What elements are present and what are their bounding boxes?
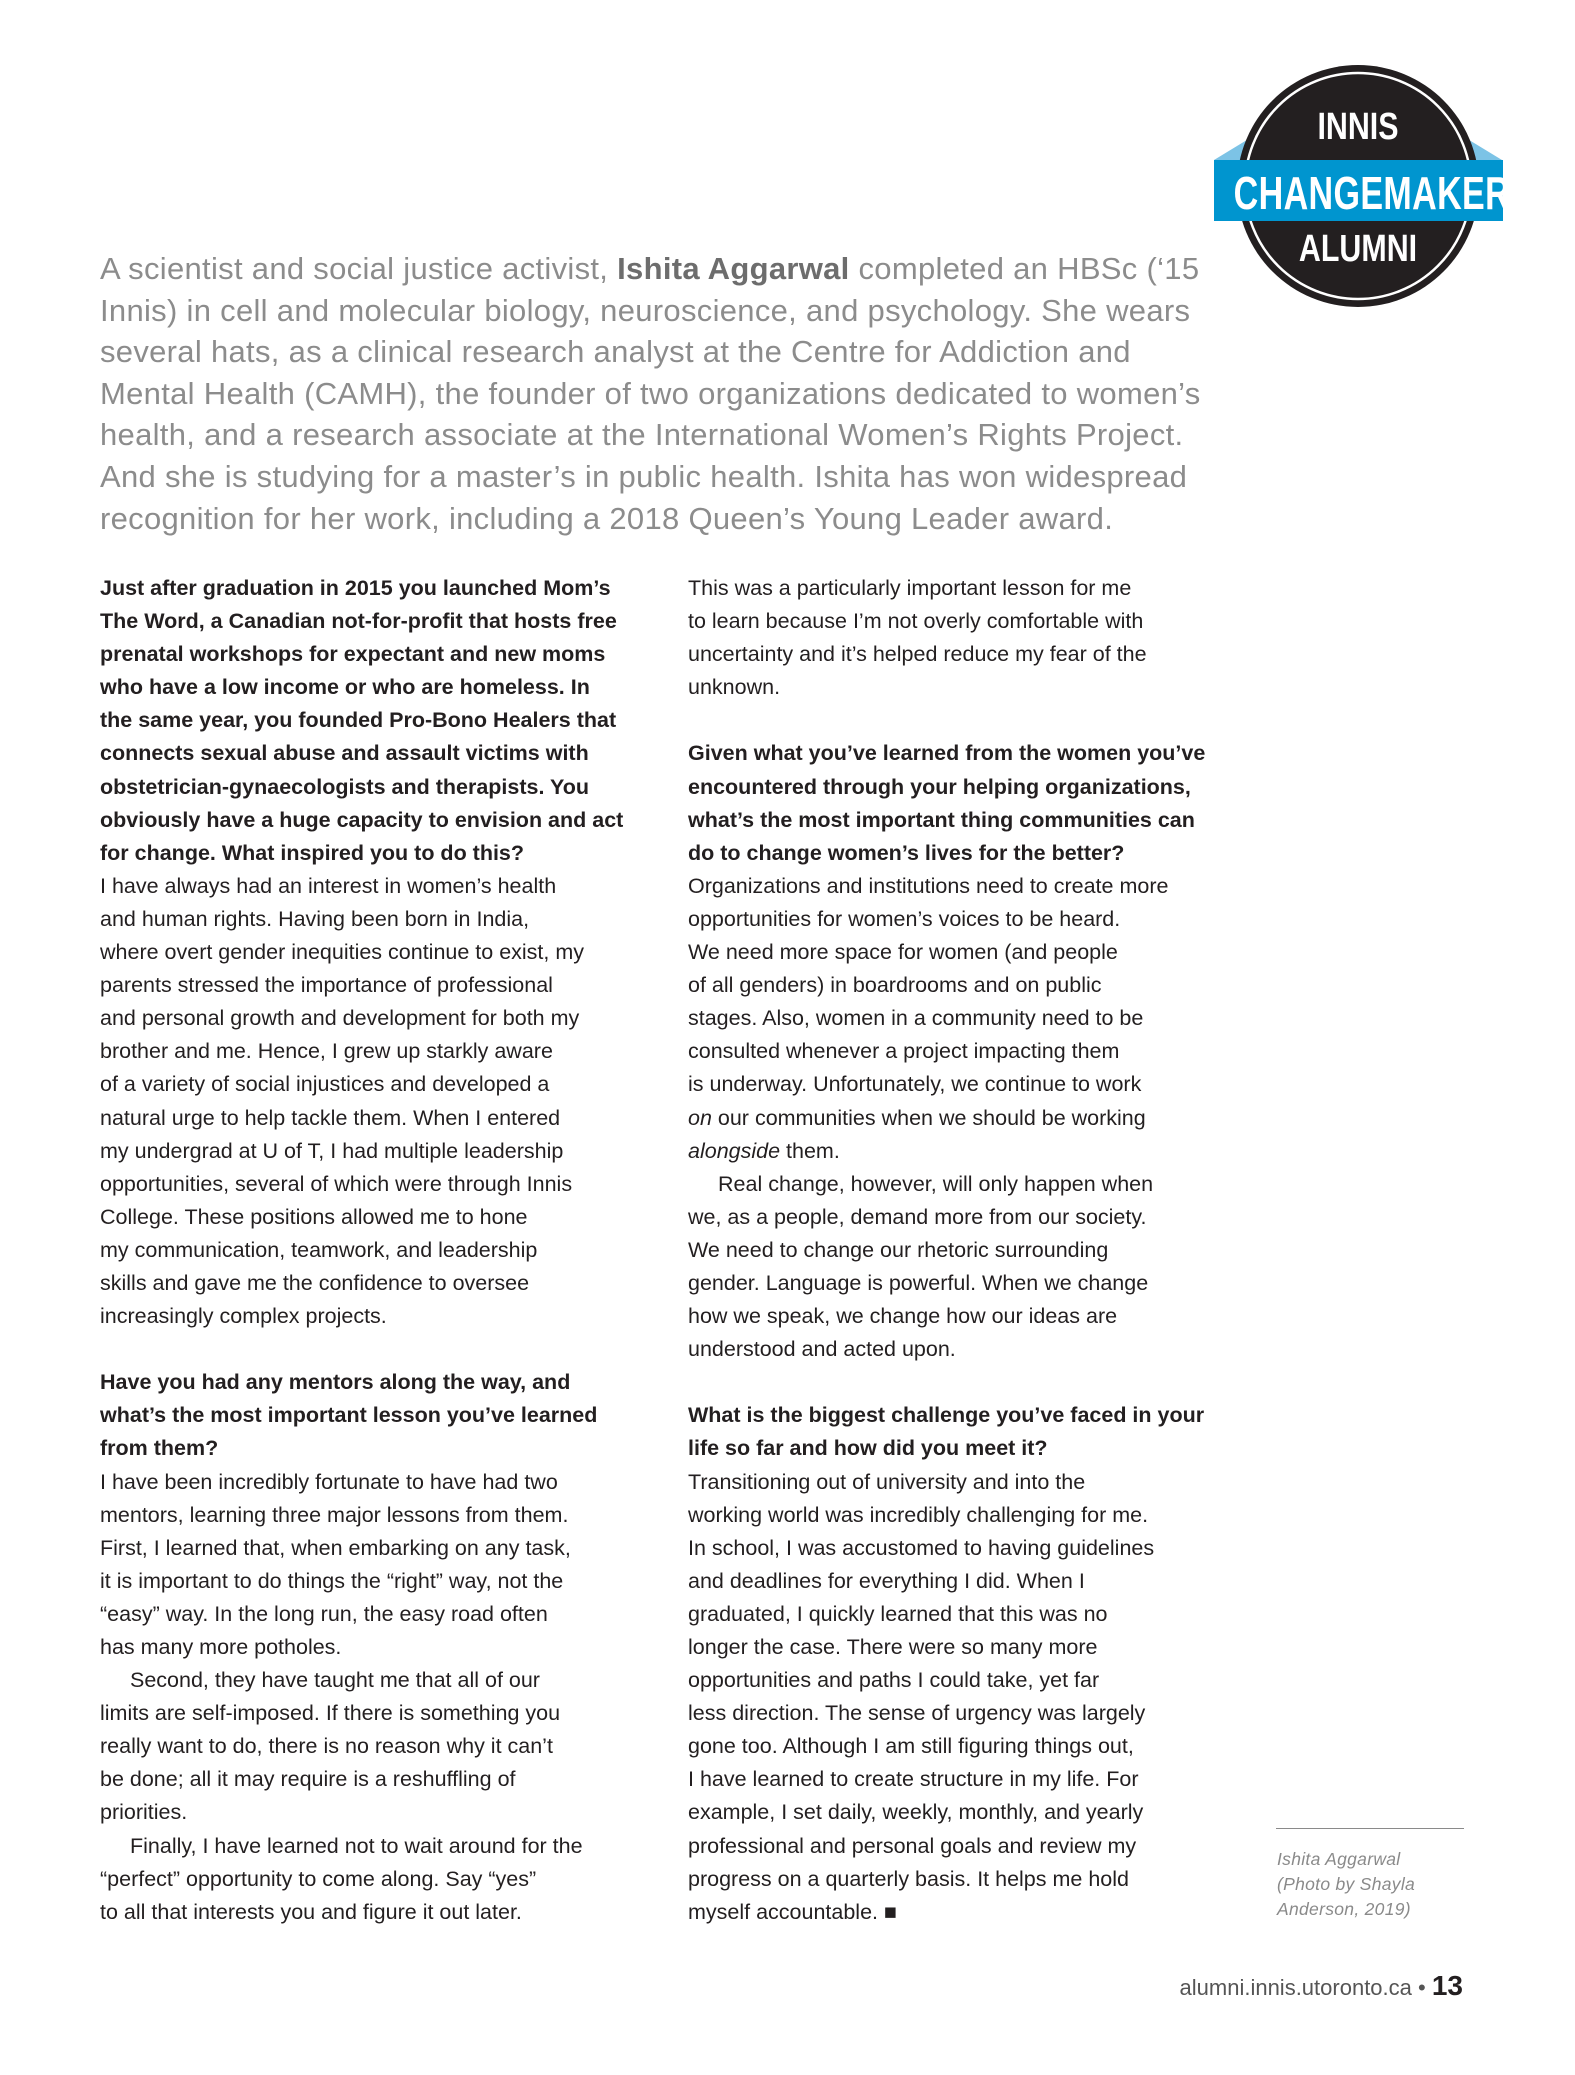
interview-answer-line (100, 936, 660, 969)
line-text: and personal growth and development for both my (100, 1006, 580, 1031)
line-text: natural urge to help tackle them. When I entered (100, 1105, 561, 1130)
line-text: has many more potholes. (100, 1635, 342, 1659)
line-text: example, I set daily, weekly, monthly, and yearly (688, 1800, 1144, 1825)
interview-answer-line (100, 1168, 660, 1201)
line-text: limits are self-imposed. If there is something you (100, 1701, 561, 1726)
line-text: understood and acted upon. (688, 1337, 956, 1362)
intro-line (100, 290, 1230, 332)
line-text: In school, I was accustomed to having guidelines (688, 1535, 1155, 1560)
caption-line: Anderson, 2019) (1277, 1899, 1411, 1919)
intro-text: several hats, as a clinical research analyst at the Centre for Addiction and (100, 334, 1131, 370)
interview-answer-line (688, 870, 1248, 903)
interview-answer-line (688, 1763, 1248, 1796)
line-text: gender. Language is powerful. When we change (688, 1270, 1149, 1295)
interview-question-line (100, 572, 660, 605)
badge-top-text: INNIS (1317, 106, 1399, 148)
intro-line (100, 248, 1230, 290)
emphasis-text: on (688, 1105, 712, 1130)
paragraph-spacer (688, 1366, 1248, 1399)
interview-answer-line (688, 1598, 1248, 1631)
line-text: it is important to do things the “right” way, not the (100, 1568, 564, 1593)
interview-question-line (688, 737, 1248, 770)
interview-answer-line (688, 1201, 1248, 1234)
page-number: 13 (1431, 1970, 1463, 2001)
line-text: prenatal workshops for expectant and new moms (100, 642, 606, 667)
interview-answer-line (100, 1763, 660, 1796)
line-text: longer the case. There were so many more (688, 1635, 1098, 1659)
line-text: be done; all it may require is a reshuffling of (100, 1767, 516, 1792)
interview-answer-line (688, 1267, 1248, 1300)
interview-question-line (100, 605, 660, 638)
line-text: consulted whenever a project impacting them (688, 1039, 1120, 1064)
interview-answer-line (100, 1631, 660, 1664)
interview-question-line (100, 771, 660, 804)
line-text: really want to do, there is no reason why it can’t (100, 1734, 553, 1759)
interview-question-line (688, 771, 1248, 804)
line-text: priorities. (100, 1800, 188, 1825)
line-text: The Word, a Canadian not-for-profit that hosts free (100, 609, 617, 634)
interview-answer-line (688, 1135, 1248, 1168)
line-text: Real change, however, will only happen when (718, 1171, 1154, 1196)
interview-answer-line (688, 1863, 1248, 1896)
interview-answer-line (688, 1796, 1248, 1829)
line-text: First, I learned that, when embarking on any task, (100, 1535, 571, 1560)
line-text: Second, they have taught me that all of our (130, 1668, 540, 1693)
interview-answer-line (100, 870, 660, 903)
line-text: who have a low income or who are homeless. In (100, 675, 590, 700)
intro-text: Mental Health (CAMH), the founder of two organizations dedicated to women’s (100, 375, 1201, 411)
interview-answer-line (100, 1068, 660, 1101)
interview-answer-line (100, 1267, 660, 1300)
line-text: where overt gender inequities continue to exist, my (100, 940, 585, 965)
line-text: “easy” way. In the long run, the easy road often (100, 1601, 548, 1626)
line-text: life so far and how did you meet it? (688, 1436, 1048, 1461)
line-text: This was a particularly important lesson for me (688, 576, 1132, 600)
intro-line (100, 498, 1230, 540)
interview-answer-line (688, 1830, 1248, 1863)
subject-name: Ishita Aggarwal (617, 251, 850, 286)
badge-bottom-text: ALUMNI (1298, 228, 1418, 270)
interview-answer-line (688, 1002, 1248, 1035)
line-text: is underway. Unfortunately, we continue to work (688, 1072, 1142, 1097)
line-text: obstetrician-gynaecologists and therapists. You (100, 774, 590, 799)
interview-answer-line (100, 1565, 660, 1598)
line-text: how we speak, we change how our ideas are (688, 1304, 1118, 1329)
interview-answer-line (688, 936, 1248, 969)
interview-answer-line (688, 1730, 1248, 1763)
footer-url[interactable]: alumni.innis.utoronto.ca (1179, 1975, 1412, 2000)
line-text: my communication, teamwork, and leadership (100, 1237, 538, 1262)
line-text: opportunities, several of which were through Innis (100, 1171, 573, 1196)
interview-answer-line (688, 1333, 1248, 1366)
interview-answer-line (688, 572, 1248, 605)
line-text: We need more space for women (and people (688, 940, 1118, 965)
line-text: I have learned to create structure in my life. For (688, 1767, 1139, 1792)
line-text: what’s the most important lesson you’ve learned (100, 1403, 598, 1428)
intro-text: recognition for her work, including a 2018 Queen’s Young Leader award. (100, 500, 1114, 536)
interview-answer-line (688, 969, 1248, 1002)
interview-answer-line (100, 1532, 660, 1565)
interview-column-left (100, 572, 660, 1929)
line-text: working world was incredibly challenging for me. (688, 1502, 1149, 1527)
interview-answer-line (688, 1168, 1248, 1201)
interview-answer-line (100, 1863, 660, 1896)
line-text: gone too. Although I am still figuring things out, (688, 1734, 1134, 1759)
interview-answer-line (688, 671, 1248, 704)
interview-answer-line (688, 1466, 1248, 1499)
line-text: encountered through your helping organizations, (688, 774, 1191, 799)
line-text: Transitioning out of university and into the (688, 1469, 1086, 1494)
line-text: opportunities for women’s voices to be heard. (688, 906, 1121, 931)
caption-line: (Photo by Shayla (1277, 1874, 1416, 1894)
line-text: them. (780, 1138, 840, 1163)
line-text: parents stressed the importance of professional (100, 973, 553, 998)
line-text: we, as a people, demand more from our society. (688, 1204, 1147, 1229)
innis-changemakers-alumni-badge (1210, 60, 1534, 310)
intro-line (100, 414, 1230, 456)
line-text: Organizations and institutions need to create more (688, 873, 1169, 898)
interview-answer-line (100, 1300, 660, 1333)
interview-question-line (100, 638, 660, 671)
interview-question-line (100, 1399, 660, 1432)
interview-answer-line (100, 903, 660, 936)
interview-answer-line (688, 1499, 1248, 1532)
intro-line (100, 331, 1230, 373)
intro-paragraph (100, 248, 1230, 539)
line-text: myself accountable. ■ (688, 1899, 897, 1924)
line-text: progress on a quarterly basis. It helps me hold (688, 1866, 1129, 1891)
line-text: to all that interests you and figure it out later. (100, 1899, 522, 1924)
interview-answer-line (688, 1102, 1248, 1135)
line-text: my undergrad at U of T, I had multiple leadership (100, 1138, 564, 1163)
line-text: and human rights. Having been born in India, (100, 906, 530, 931)
line-text: and deadlines for everything I did. When I (688, 1568, 1085, 1593)
line-text: from them? (100, 1436, 219, 1461)
line-text: Finally, I have learned not to wait around for the (130, 1833, 583, 1858)
line-text: unknown. (688, 675, 781, 700)
line-text: Just after graduation in 2015 you launched Mom’s (100, 576, 611, 600)
interview-answer-line (100, 1102, 660, 1135)
intro-text: completed an HBSc (‘15 (849, 251, 1200, 286)
line-text: I have always had an interest in women’s health (100, 873, 557, 898)
interview-answer-line (688, 1234, 1248, 1267)
line-text: stages. Also, women in a community need to be (688, 1006, 1144, 1031)
interview-answer-line (100, 1499, 660, 1532)
line-text: to learn because I’m not overly comfortable with (688, 609, 1144, 634)
line-text: our communities when we should be working (711, 1105, 1146, 1130)
interview-answer-line (688, 1896, 1248, 1929)
emphasis-text: alongside (688, 1138, 781, 1163)
line-text: What is the biggest challenge you’ve faced in your (688, 1403, 1205, 1428)
interview-answer-line (688, 1068, 1248, 1101)
interview-answer-line (100, 969, 660, 1002)
interview-question-line (100, 837, 660, 870)
badge-middle-text: CHANGEMAKERS (1233, 167, 1534, 219)
line-text: what’s the most important thing communities can (688, 807, 1195, 832)
interview-answer-line (100, 1201, 660, 1234)
interview-answer-line (100, 1466, 660, 1499)
line-text: professional and personal goals and review my (688, 1833, 1137, 1858)
intro-line (100, 456, 1230, 498)
interview-answer-line (688, 1035, 1248, 1068)
interview-answer-line (100, 1697, 660, 1730)
line-text: obviously have a huge capacity to envision and act (100, 807, 624, 832)
paragraph-spacer (100, 1333, 660, 1366)
line-text: We need to change our rhetoric surrounding (688, 1237, 1109, 1262)
interview-answer-line (688, 605, 1248, 638)
intro-text: Innis) in cell and molecular biology, neuroscience, and psychology. She wears (100, 292, 1191, 328)
interview-question-line (688, 837, 1248, 870)
line-text: Have you had any mentors along the way, and (100, 1370, 571, 1395)
interview-question-line (100, 804, 660, 837)
interview-answer-line (100, 1830, 660, 1863)
interview-question-line (688, 804, 1248, 837)
line-text: the same year, you founded Pro-Bono Healers that (100, 708, 617, 733)
line-text: mentors, learning three major lessons from them. (100, 1502, 569, 1527)
line-text: less direction. The sense of urgency was largely (688, 1701, 1146, 1726)
line-text: College. These positions allowed me to hone (100, 1204, 528, 1229)
interview-question-line (100, 737, 660, 770)
line-text: Given what you’ve learned from the women you’ve (688, 741, 1206, 766)
interview-answer-line (688, 1631, 1248, 1664)
caption-divider (1276, 1828, 1464, 1829)
intro-line (100, 373, 1230, 415)
caption-line: Ishita Aggarwal (1277, 1849, 1401, 1869)
paragraph-spacer (688, 704, 1248, 737)
line-text: skills and gave me the confidence to oversee (100, 1270, 530, 1295)
interview-answer-line (100, 1664, 660, 1697)
footer-separator: • (1418, 1975, 1426, 2000)
line-text: of all genders) in boardrooms and on public (688, 973, 1102, 998)
interview-answer-line (100, 1796, 660, 1829)
intro-text: And she is studying for a master’s in public health. Ishita has won widespread (100, 458, 1188, 494)
line-text: of a variety of social injustices and developed a (100, 1072, 550, 1097)
interview-answer-line (100, 1730, 660, 1763)
interview-answer-line (688, 1565, 1248, 1598)
interview-question-line (688, 1399, 1248, 1432)
line-text: for change. What inspired you to do this? (100, 840, 525, 865)
line-text: “perfect” opportunity to come along. Say “yes” (100, 1866, 537, 1891)
interview-answer-line (688, 1697, 1248, 1730)
interview-answer-line (688, 1664, 1248, 1697)
interview-question-line (100, 1432, 660, 1465)
line-text: graduated, I quickly learned that this was no (688, 1601, 1108, 1626)
line-text: I have been incredibly fortunate to have had two (100, 1469, 558, 1494)
interview-question-line (100, 704, 660, 737)
interview-answer-line (100, 1234, 660, 1267)
interview-answer-line (100, 1598, 660, 1631)
interview-answer-line (688, 903, 1248, 936)
page-footer (1180, 1970, 1463, 2002)
interview-answer-line (100, 1135, 660, 1168)
line-text: do to change women’s lives for the better? (688, 840, 1125, 865)
line-text: connects sexual abuse and assault victims with (100, 741, 589, 766)
line-text: opportunities and paths I could take, yet far (688, 1668, 1100, 1693)
photo-caption (1277, 1847, 1415, 1922)
interview-answer-line (100, 1002, 660, 1035)
interview-question-line (688, 1432, 1248, 1465)
interview-question-line (100, 1366, 660, 1399)
interview-answer-line (688, 1532, 1248, 1565)
interview-answer-line (100, 1896, 660, 1929)
interview-answer-line (100, 1035, 660, 1068)
interview-answer-line (688, 638, 1248, 671)
intro-text: health, and a research associate at the International Women’s Rights Project. (100, 417, 1184, 453)
interview-column-right (688, 572, 1248, 1929)
interview-answer-line (688, 1300, 1248, 1333)
line-text: increasingly complex projects. (100, 1304, 387, 1329)
interview-question-line (100, 671, 660, 704)
line-text: brother and me. Hence, I grew up starkly aware (100, 1039, 553, 1064)
line-text: uncertainty and it’s helped reduce my fear of the (688, 642, 1147, 667)
intro-text: A scientist and social justice activist, (100, 251, 618, 286)
